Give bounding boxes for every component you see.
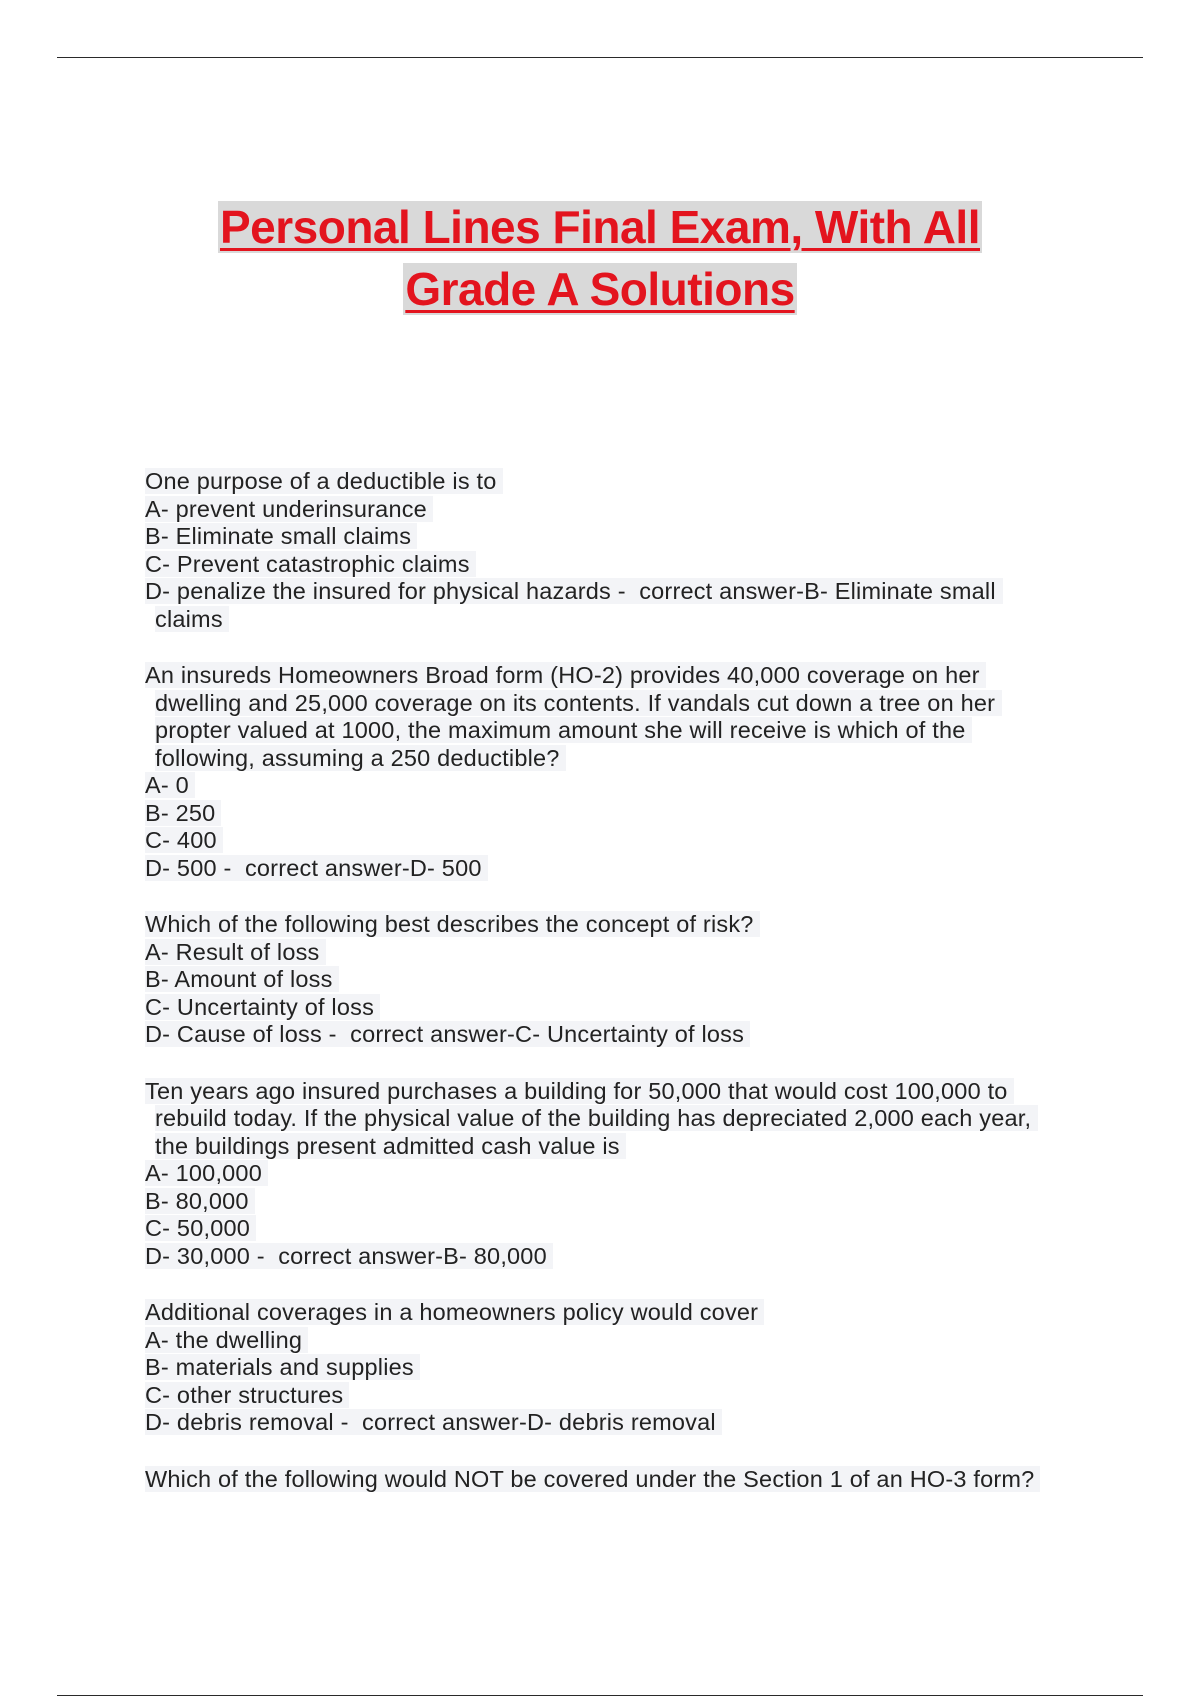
footer-rule: [57, 1695, 1143, 1696]
option-d-with-answer: D- Cause of loss - correct answer-C- Uncertainty of loss: [145, 1021, 1050, 1049]
option-b: B- Eliminate small claims: [145, 523, 1050, 551]
option-d-with-answer: D- 500 - correct answer-D- 500: [145, 855, 1050, 883]
question-stem: Additional coverages in a homeowners policy would cover: [145, 1299, 1050, 1327]
question-stem: Which of the following would NOT be covered under the Section 1 of an HO-3 form?: [145, 1466, 1050, 1494]
question-stem: One purpose of a deductible is to: [145, 468, 1050, 496]
option-c: C- 50,000: [145, 1215, 1050, 1243]
question-stem: An insureds Homeowners Broad form (HO-2) provides 40,000 coverage on her dwelling and 25,000 coverage on its contents. If vandals cut down a tree on her propter valued at 1000, the maximum amount she will receive is which of the following, assuming a 250 deductible?: [145, 662, 1002, 771]
question-stem: Ten years ago insured purchases a building for 50,000 that would cost 100,000 to rebuild today. If the physical value of the building has depreciated 2,000 each year, the buildings present admitted cash value is: [145, 1077, 1038, 1159]
question-3: [145, 911, 1050, 1049]
header-rule: [57, 57, 1143, 58]
question-6: [145, 1466, 1050, 1494]
option-b: B- 250: [145, 800, 1050, 828]
option-d-with-answer: D- 30,000 - correct answer-B- 80,000: [145, 1243, 1050, 1271]
title-line-1: Personal Lines Final Exam, With All: [219, 201, 980, 253]
question-4: [145, 1078, 1050, 1271]
document-title: [0, 196, 1200, 320]
question-2: [145, 662, 1050, 882]
option-c: C- 400: [145, 827, 1050, 855]
option-d-with-answer: D- debris removal - correct answer-D- debris removal: [145, 1409, 1050, 1437]
question-1: [145, 468, 1050, 633]
question-5: [145, 1299, 1050, 1437]
option-d-with-answer: D- penalize the insured for physical hazards - correct answer-B- Eliminate small claims: [145, 578, 1003, 632]
title-line-2: Grade A Solutions: [405, 263, 795, 315]
question-list: [145, 468, 1050, 1522]
option-b: B- 80,000: [145, 1188, 1050, 1216]
option-b: B- Amount of loss: [145, 966, 1050, 994]
option-b: B- materials and supplies: [145, 1354, 1050, 1382]
option-c: C- Prevent catastrophic claims: [145, 551, 1050, 579]
option-c: C- Uncertainty of loss: [145, 994, 1050, 1022]
option-a: A- 100,000: [145, 1160, 1050, 1188]
option-c: C- other structures: [145, 1382, 1050, 1410]
option-a: A- prevent underinsurance: [145, 496, 1050, 524]
option-a: A- 0: [145, 772, 1050, 800]
question-stem: Which of the following best describes the concept of risk?: [145, 911, 1050, 939]
option-a: A- the dwelling: [145, 1327, 1050, 1355]
option-a: A- Result of loss: [145, 939, 1050, 967]
